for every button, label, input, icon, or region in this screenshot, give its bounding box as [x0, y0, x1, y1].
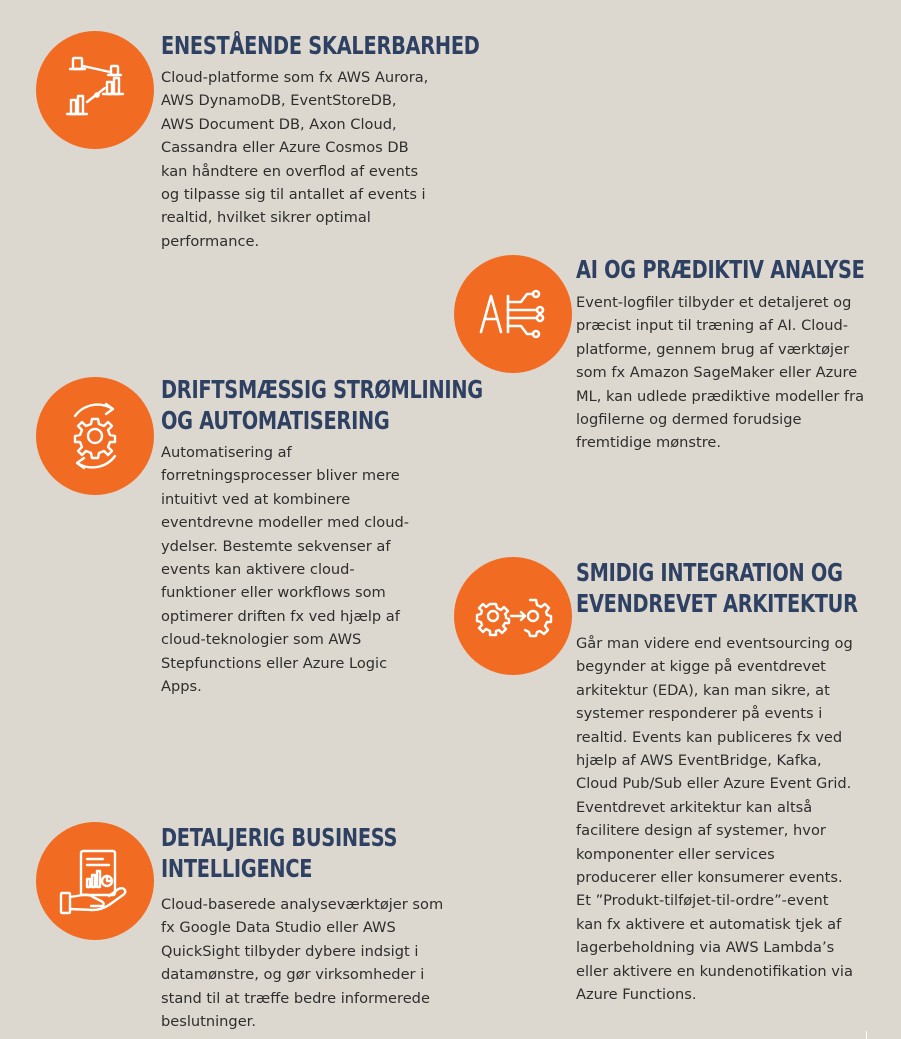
- section-body: Cloud-platforme som fx AWS Aurora, AWS DynamoDB, EventStoreDB, AWS Document DB, Axon Cloud, Cassandra eller Azure Cosmos DB kan håndtere en overflod af events og tilpasse sig til antallet af events i realtid, hvilket sikrer optimal performance.: [161, 69, 429, 250]
- section-body: Går man videre end eventsourcing og begynder at kigge på eventdrevet arkitektur (EDA), kan man sikre, at systemer responderer på events i realtid. Events kan publiceres fx ved hjælp af AWS EventBridge, Kafka, Cloud Pub/Sub eller Azure Event Grid. Eventdrevet arkitektur kan altså facilitere design af systemer, hvor komponenter eller services producerer eller konsumerer events. Et ”Produkt-tilføjet-til-ordre”-event kan fx aktivere et automatisk tjek af lagerbeholdning via AWS Lambda’s eller aktivere en kundenotifikation via Azure Functions.: [576, 635, 853, 1004]
- section-heading: DRIFTSMÆSSIG STRØMLINING OG AUTOMATISERING: [161, 375, 483, 435]
- ai-circuit-icon: [454, 255, 572, 373]
- gear-cycle-icon: [36, 377, 154, 495]
- divider-tick: [866, 1031, 867, 1039]
- section-body: Automatisering af forretningsprocesser bliver mere intuitivt ved at kombinere eventdrevne modeller med cloud- ydelser. Bestemte sekvenser af events kan aktivere cloud- funktioner eller workflows som optimerer driften fx ved hjælp af cloud-teknologier som AWS Stepfunctions eller Azure Logic Apps.: [161, 444, 409, 696]
- section-heading: ENESTÅENDE SKALERBARHED: [161, 31, 480, 60]
- business-report-icon: [36, 822, 154, 940]
- section-body: Event-logfiler tilbyder et detaljeret og præcist input til træning af AI. Cloud- platforme, gennem brug af værktøjer som fx Amazon SageMaker eller Azure ML, kan udlede prædiktive modeller fra logfilerne og dermed forudsige fremtidige mønstre.: [576, 294, 865, 452]
- section-heading: AI OG PRÆDIKTIV ANALYSE: [576, 255, 865, 284]
- section-heading: SMIDIG INTEGRATION OG EVENDREVET ARKITEKTUR: [576, 558, 858, 618]
- scalability-chart-icon: [36, 31, 154, 149]
- section-body: Cloud-baserede analyseværktøjer som fx Google Data Studio eller AWS QuickSight tilbyder dybere indsigt i datamønstre, og gør virksomheder i stand til at træffe bedre informerede beslutninger.: [161, 896, 444, 1031]
- section-heading: DETALJERIG BUSINESS INTELLIGENCE: [161, 823, 398, 883]
- gears-integration-icon: [454, 557, 572, 675]
